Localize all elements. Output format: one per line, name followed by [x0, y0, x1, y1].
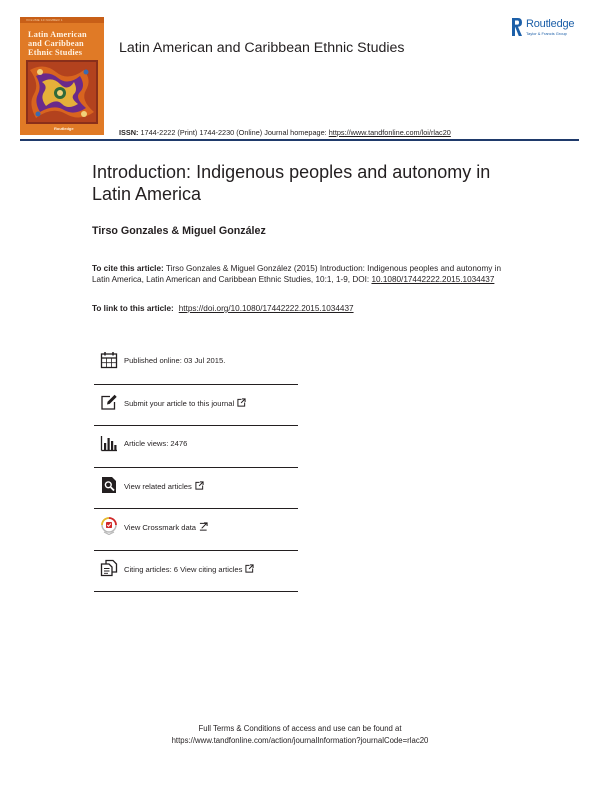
- issn-text: 1744-2222 (Print) 1744-2230 (Online) Journal homepage:: [140, 128, 327, 137]
- footer-terms-link[interactable]: https://www.tandfonline.com/action/journalInformation?journalCode=rlac20: [171, 736, 429, 745]
- cover-title: [28, 30, 102, 58]
- published-online-text: Published online: 03 Jul 2015.: [124, 356, 226, 365]
- bar-chart-icon: [100, 434, 118, 452]
- citing-articles-text: Citing articles: 6 View citing articles: [124, 564, 243, 574]
- article-views-text: Article views: 2476: [124, 439, 188, 448]
- info-row-views: [94, 426, 298, 468]
- article-info-list: [94, 343, 298, 592]
- link-label: To link to this article:: [92, 304, 174, 313]
- citing-articles-icon: [100, 559, 118, 577]
- info-row-published: [94, 343, 298, 385]
- submit-article-link[interactable]: [124, 398, 246, 408]
- routledge-logo-icon: [511, 17, 523, 37]
- article-title: Introduction: Indigenous peoples and autonomy in Latin America: [92, 162, 491, 204]
- external-link-icon: [199, 522, 208, 531]
- cite-label: To cite this article:: [92, 264, 164, 273]
- crossmark-icon: [100, 517, 118, 535]
- info-row-citing[interactable]: [94, 551, 298, 593]
- article-doi-link[interactable]: https://doi.org/10.1080/17442222.2015.1034437: [178, 304, 354, 313]
- issn-label: ISSN:: [119, 128, 139, 137]
- crossmark-text: View Crossmark data: [124, 523, 197, 532]
- publisher-logo: [511, 17, 591, 41]
- journal-homepage-link[interactable]: https://www.tandfonline.com/loi/rlac20: [328, 128, 451, 137]
- cover-top-band: [20, 17, 104, 23]
- info-row-submit[interactable]: [94, 385, 298, 427]
- search-document-icon: [100, 476, 118, 494]
- crossmark-link[interactable]: [124, 522, 208, 532]
- issn-line: [119, 128, 451, 137]
- cover-top-text: VOLUME 10 NUMBER 1: [26, 18, 63, 22]
- external-link-icon: [195, 481, 204, 490]
- terms-footer: [0, 723, 600, 747]
- article-authors: Tirso Gonzales & Miguel González: [92, 225, 266, 237]
- logo-name: Routledge: [526, 18, 575, 30]
- citation: [92, 263, 507, 285]
- external-link-icon: [237, 398, 246, 407]
- header-divider: [20, 139, 579, 141]
- info-row-related[interactable]: [94, 468, 298, 510]
- cover-title-line: Ethnic Studies: [28, 48, 83, 58]
- journal-title: Latin American and Caribbean Ethnic Studies: [119, 40, 405, 56]
- calendar-icon: [100, 351, 118, 369]
- logo-tagline: Taylor & Francis Group: [526, 31, 567, 36]
- info-row-crossmark[interactable]: [94, 509, 298, 551]
- article-link: [92, 304, 354, 313]
- submit-article-text: Submit your article to this journal: [124, 398, 235, 408]
- external-link-icon: [245, 564, 254, 573]
- cover-publisher: Routledge: [54, 126, 74, 131]
- cite-text: Tirso Gonzales & Miguel González (2015) Introduction: Indigenous peoples and autonomy in Latin America, Latin American and Caribbean Ethnic Studies, 10:1, 1-9, DOI:: [92, 264, 502, 285]
- cover-artwork-image: [26, 60, 98, 124]
- related-articles-link[interactable]: [124, 481, 204, 491]
- related-articles-text: View related articles: [124, 481, 192, 491]
- cite-doi-link[interactable]: 10.1080/17442222.2015.1034437: [371, 275, 495, 285]
- cover-title-line: Latin American: [28, 30, 87, 39]
- citing-articles-link[interactable]: [124, 564, 254, 574]
- edit-icon: [100, 393, 118, 411]
- journal-cover: [20, 17, 104, 135]
- footer-line1: Full Terms & Conditions of access and use can be found at: [198, 724, 402, 733]
- cover-title-line: and Caribbean: [28, 39, 84, 49]
